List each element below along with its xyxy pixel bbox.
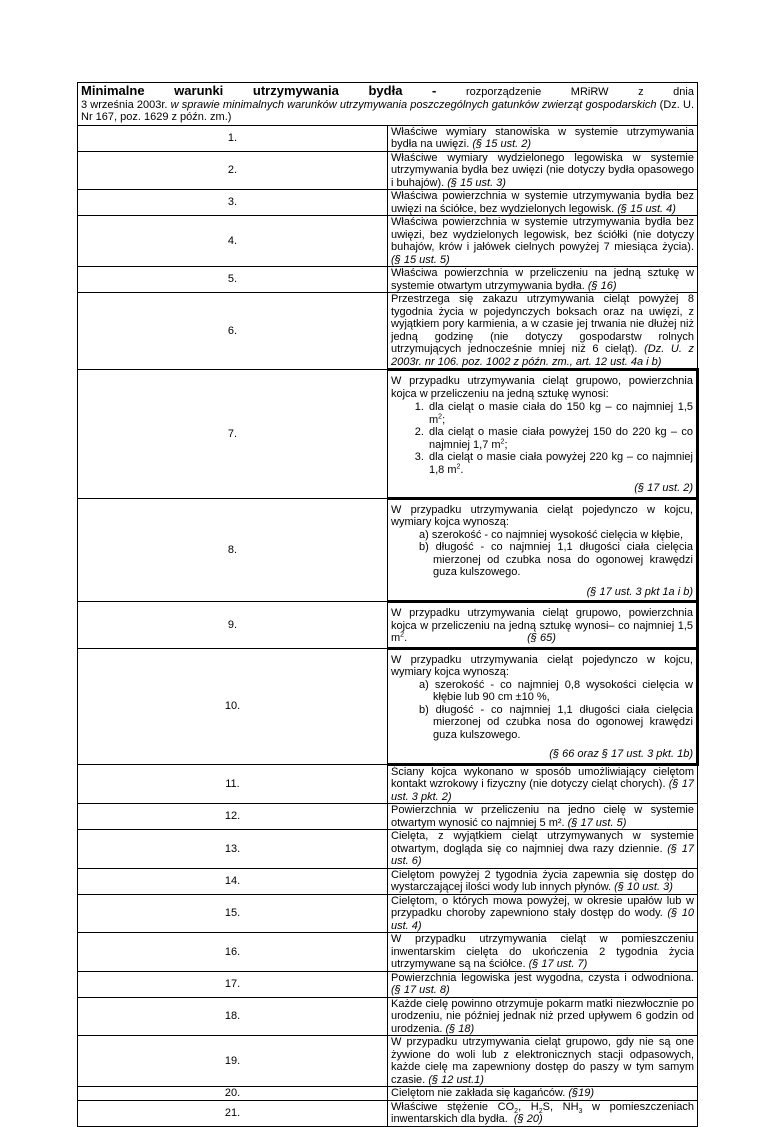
requirement-text: Właściwa powierzchnia w przeliczeniu na jedną sztukę w systemie otwartym utrzymywania bydła. — [391, 267, 694, 292]
row-text — [388, 933, 698, 972]
requirement-text: Każde cielę powinno otrzymuje pokarm matki niezwłocznie po urodzeniu, nie później jednak niż przed upływem 6 godzin od urodzenia. — [391, 997, 694, 1035]
row-text — [388, 190, 698, 216]
dimension-list — [391, 679, 693, 742]
title-word: Minimalne — [81, 83, 145, 98]
legal-reference: (§ 10 ust. 4) — [391, 907, 694, 932]
requirement-text: W przypadku utrzymywania cieląt w pomieszczeniu inwentarskim cielęta do ukończenia 2 tygodnia życia utrzymywane są na ściółce. — [391, 933, 694, 970]
row-number: 2. — [78, 151, 388, 190]
row-number: 11. — [78, 764, 388, 804]
header-subtitle — [81, 99, 694, 124]
row-number: 4. — [78, 216, 388, 267]
row-number: 13. — [78, 830, 388, 869]
requirement-text: Cielętom powyżej 2 tygodnia życia zapewnia się dostęp do wystarczającej ilości wody lub innych płynów. — [391, 868, 694, 893]
title-word: bydła — [368, 83, 403, 98]
table-row — [78, 830, 698, 869]
row-number: 20. — [78, 1087, 388, 1101]
requirement-text: Cielętom, o których mowa powyżej, w okresie upałów lub w przypadku choroby zapewniono stały dostęp do wody. — [391, 894, 694, 919]
legal-reference: (§ 18) — [445, 1022, 475, 1035]
row-intro: W przypadku utrzymywania cieląt pojedynczo w kojcu, wymiary kojca wynoszą: — [391, 503, 693, 528]
legal-reference: (§ 17 ust. 3 pkt. 2) — [391, 778, 694, 803]
requirement-text: W przypadku utrzymywania cieląt grupowo, gdy nie są one żywione do woli lub z elektronicznych stacji odpasowych, każde cielę ma zapewniony dostęp do paszy w tym samym czasie. — [391, 1036, 694, 1086]
requirements-table — [77, 82, 699, 1127]
row-number: 12. — [78, 804, 388, 830]
requirement-text: Cielęta, z wyjątkiem cieląt utrzymywanych w systemie otwartym, dogląda się co najmniej dwa razy dziennie. — [391, 830, 694, 855]
legal-reference: (§ 16) — [587, 279, 617, 292]
requirement-text: Właściwe wymiary stanowiska w systemie utrzymywania bydła na uwięzi. — [391, 125, 694, 150]
requirement-text: Cielętom nie zakłada się kagańców. — [391, 1087, 566, 1099]
table-row — [78, 971, 698, 997]
legal-reference: (§ 12 ust.1) — [428, 1073, 484, 1086]
header-row — [78, 83, 698, 126]
table-row — [78, 868, 698, 894]
regulation-date: 3 września 2003r. — [81, 98, 168, 111]
legal-reference: (§ 17 ust. 8) — [391, 984, 450, 996]
row-text — [388, 125, 698, 151]
row-number: 14. — [78, 868, 388, 894]
title-word: warunki — [174, 83, 224, 98]
legal-reference: (§ 10 ust. 3) — [614, 881, 673, 893]
row-number: 21. — [78, 1100, 388, 1126]
table-row — [78, 1036, 698, 1087]
row-text — [388, 216, 698, 267]
title-word: dnia — [673, 86, 694, 98]
list-item: b) długość - co najmniej 1,1 długości ciała cielęcia mierzonej od czubka nosa do ogonowej krawędzi guza kulszowego. — [419, 541, 693, 578]
legal-reference: (§ 15 ust. 3) — [447, 176, 506, 189]
row-number: 19. — [78, 1036, 388, 1087]
row-number: 5. — [78, 267, 388, 293]
row-text — [388, 764, 698, 804]
row-text — [388, 267, 698, 293]
regulation-title: w sprawie minimalnych warunków utrzymywania poszczególnych gatunków zwierząt gospodarskich — [170, 98, 657, 111]
rows-11-20 — [78, 764, 698, 1100]
row-number: 6. — [78, 293, 388, 370]
row-text — [388, 971, 698, 997]
row-number: 15. — [78, 894, 388, 933]
row-text — [388, 648, 698, 764]
row-text — [388, 370, 698, 499]
title-word: z — [638, 86, 644, 98]
table-row — [78, 1087, 698, 1101]
header-cell — [78, 83, 698, 126]
row-intro: W przypadku utrzymywania cieląt grupowo, powierzchnia kojca w przeliczeniu na jedną sztukę wynosi: — [391, 375, 693, 400]
list-item: 2. dla cieląt o masie ciała powyżej 150 do 220 kg – co najmniej 1,7 $m^2$; — [427, 426, 693, 451]
table-row — [78, 997, 698, 1036]
legal-reference: (§ 15 ust. 2) — [472, 138, 532, 150]
row-text — [388, 1087, 698, 1101]
row-number: 10. — [78, 648, 388, 764]
table-row — [78, 498, 698, 602]
row-intro: W przypadku utrzymywania cieląt pojedynczo w kojcu, wymiary kojca wynoszą: — [391, 653, 693, 678]
row-number: 9. — [78, 602, 388, 649]
row-number: 8. — [78, 498, 388, 602]
legal-reference: (§19) — [568, 1087, 595, 1099]
row-number: 16. — [78, 933, 388, 972]
row-number: 18. — [78, 997, 388, 1036]
list-item: a) szerokość - co najmniej 0,8 wysokości cielęcia w kłębie lub 90 cm ±10 %, — [419, 678, 693, 703]
regulation-reference: (Dz. U. Nr 167, poz. 1629 z późn. zm.) — [81, 98, 694, 123]
row-number: 7. — [78, 370, 388, 499]
dimension-list — [391, 529, 693, 579]
table-row — [78, 370, 698, 499]
row-text — [388, 1036, 698, 1087]
list-item: a) szerokość - co najmniej wysokość cielęcia w kłębie, — [419, 528, 684, 541]
table-row — [78, 267, 698, 293]
row-text — [388, 151, 698, 190]
row-text — [388, 293, 698, 370]
row-number: 17. — [78, 971, 388, 997]
table-row — [78, 764, 698, 804]
row-text — [388, 830, 698, 869]
row-text — [388, 868, 698, 894]
legal-reference: (Dz. U. z 2003r. nr 106. poz. 1002 z późn. zm., art. 12 ust. 4a i b) — [391, 343, 694, 368]
table-row — [78, 216, 698, 267]
row-text: W przypadku utrzymywania cieląt grupowo, powierzchnia kojca w przeliczeniu na jedną sztukę wynosi– co najmniej 1,5 $m^2$. (§ 65) — [388, 602, 698, 649]
requirement-text: Właściwa powierzchnia w systemie utrzymywania bydła bez uwięzi na ściółce, bez wydzielonych legowisk. — [391, 190, 694, 215]
list-item: 1. dla cieląt o masie ciała do 150 kg – co najmniej 1,5 $m^2$; — [427, 401, 693, 426]
requirement-text: Ściany kojca wykonano w sposób umożliwiający cielętom kontakt wzrokowy i fizyczny (nie dotyczy cieląt chorych). — [391, 765, 694, 790]
legal-reference: (§ 17 ust. 2) — [634, 482, 693, 494]
requirement-text: Przestrzega się zakazu utrzymywania cieląt powyżej 8 tygodnia życia w pojedynczych boksach oraz na uwięzi, z wyjątkiem pory karmienia, a w czasie jej trwania nie dłużej niż jedną godzinę (nie dotyczy gospodarstw rolnych utrzymujących jednocześnie mniej niż 6 cieląt). — [391, 293, 694, 355]
legal-reference: (§ 17 ust. 6) — [391, 842, 695, 867]
area-list — [391, 401, 693, 476]
title-word: rozporządzenie — [465, 86, 542, 98]
row-text — [388, 894, 698, 933]
legal-reference: (§ 17 ust. 5) — [567, 816, 627, 829]
table-row — [78, 804, 698, 830]
table-row — [78, 894, 698, 933]
requirement-text: Właściwa powierzchnia w systemie utrzymywania bydła bez uwięzi, bez wydzielonych legowisk, bez ściółki (nie dotyczy buhajów, krów i jałówek cielnych powyżej 7 miesiąca życia). — [391, 216, 694, 253]
legal-reference: (§ 15 ust. 5) — [391, 253, 450, 266]
legal-reference: (§ 66 oraz § 17 ust. 3 pkt. 1b) — [549, 748, 693, 760]
row-text — [388, 804, 698, 830]
legal-reference: (§ 17 ust. 7) — [528, 958, 588, 970]
table-row — [78, 125, 698, 151]
row-text: Właściwe stężenie $CO_2$, $H_2S$, $NH_3$ w pomieszczeniach inwentarskich dla bydła. (§ 20) — [388, 1100, 698, 1126]
table-row — [78, 190, 698, 216]
requirement-text: Powierzchnia w przeliczeniu na jedno cielę w systemie otwartym wynosić co najmniej 5 m². — [391, 804, 694, 829]
table-row — [78, 933, 698, 972]
header-title-line — [81, 85, 694, 99]
document-sheet — [77, 82, 699, 1127]
title-word: - — [432, 83, 437, 98]
list-item: 3. dla cieląt o masie ciała powyżej 220 kg – co najmniej 1,8 $m^2$. — [427, 451, 693, 476]
title-word: utrzymywania — [252, 83, 339, 98]
legal-reference: (§ 15 ust. 4) — [617, 202, 676, 215]
row-text — [388, 498, 698, 602]
legal-reference: (§ 65) — [527, 632, 556, 644]
table-row — [78, 1100, 698, 1126]
row-number: 3. — [78, 190, 388, 216]
row-number: 1. — [78, 125, 388, 151]
row-text — [388, 997, 698, 1036]
legal-reference: (§ 17 ust. 3 pkt 1a i b) — [586, 585, 693, 598]
requirement-text: Powierzchnia legowiska jest wygodna, czysta i odwodniona. — [391, 971, 694, 984]
title-word: MRiRW — [570, 86, 609, 98]
rows-1-6 — [78, 125, 698, 370]
table-row — [78, 293, 698, 370]
table-row — [78, 151, 698, 190]
requirement-text: Właściwe wymiary wydzielonego legowiska w systemie utrzymywania bydła bez uwięzi (nie dotyczy bydła opasowego i buhajów). — [391, 151, 694, 189]
table-row — [78, 648, 698, 764]
list-item: b) długość - co najmniej 1,1 długości ciała cielęcia mierzonej od czubka nosa do ogonowej krawędzi guza kulszowego. — [419, 703, 693, 741]
table-row — [78, 602, 698, 649]
legal-reference: (§ 20) — [513, 1113, 543, 1125]
